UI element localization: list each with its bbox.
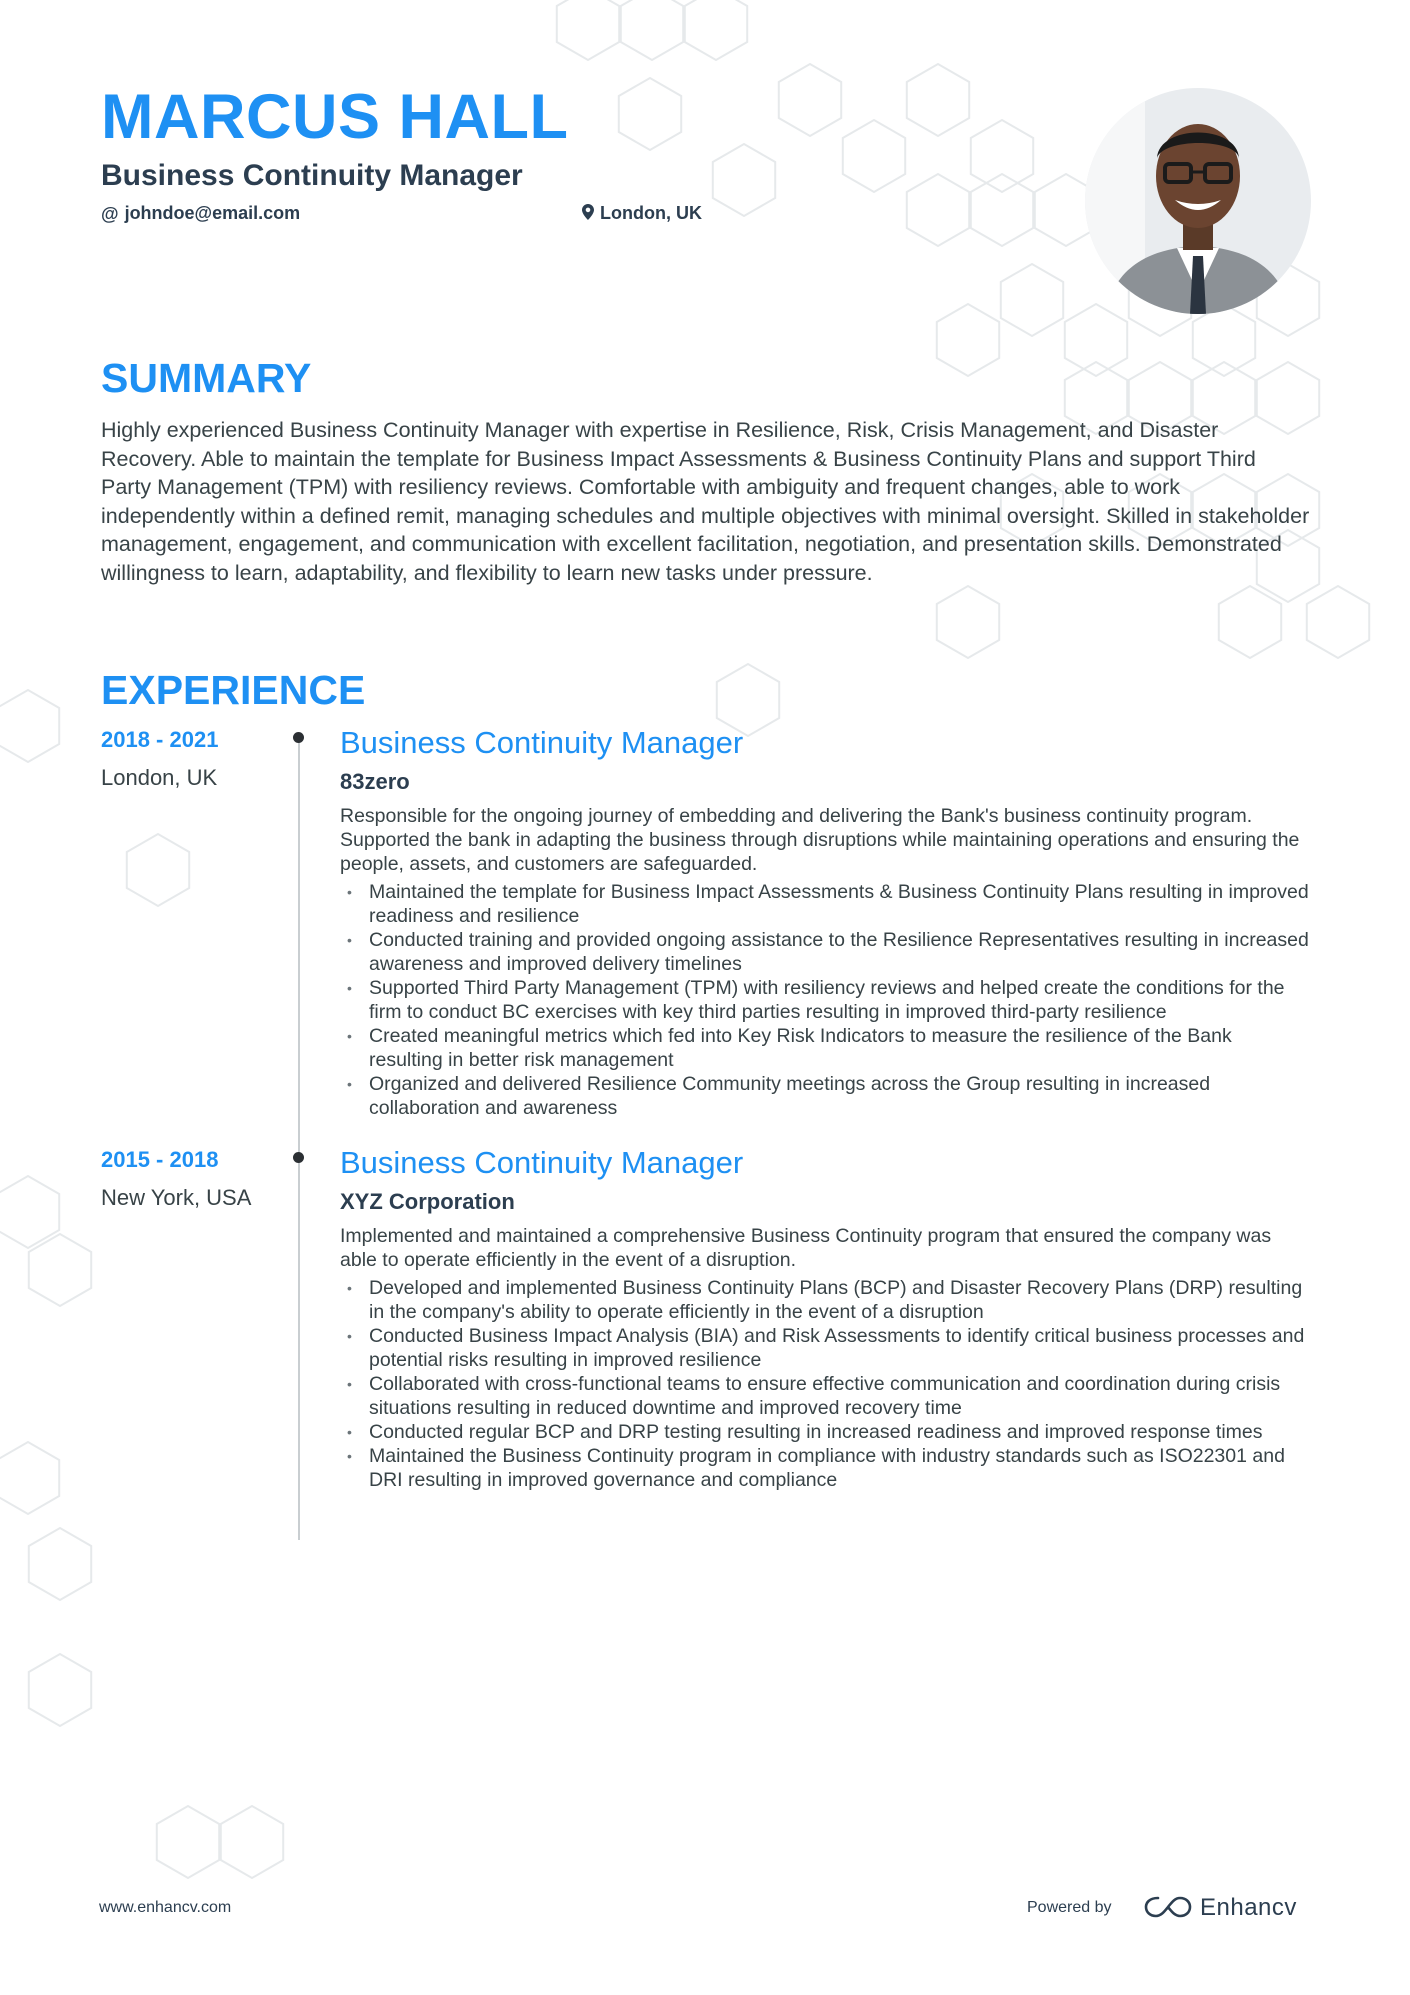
footer-website-link[interactable]: www.enhancv.com	[99, 1899, 232, 1916]
footer-powered-by: Powered by	[1027, 1899, 1112, 1916]
contact-email[interactable]	[101, 200, 300, 227]
experience-heading: EXPERIENCE	[101, 667, 366, 713]
at-icon: @	[101, 204, 119, 225]
footer-brand: Enhancv	[1200, 1894, 1297, 1921]
experience-dates: 2018 - 2021	[101, 727, 219, 752]
bullet-item: • Conducted regular BCP and DRP testing resulting in increased readiness and improved response times	[340, 1420, 1310, 1444]
bullet-item: • Maintained the Business Continuity program in compliance with industry standards such as ISO22301 and DRI resulting in improved governance and compliance	[340, 1444, 1310, 1492]
experience-company: 83zero	[340, 769, 410, 794]
experience-description: Implemented and maintained a comprehensive Business Continuity program that ensured the company was able to operate efficiently in the event of a disruption.	[340, 1225, 1272, 1271]
experience-description: Responsible for the ongoing journey of embedding and delivering the Bank's business continuity program. Supported the bank in adapting the business through disruptions while maintaining operations and ensuring the people, assets, and customers are safeguarded.	[340, 805, 1300, 875]
bullet-item: • Conducted training and provided ongoing assistance to the Resilience Representatives resulting in increased awareness and improved delivery timelines	[340, 928, 1310, 976]
bullet-item: • Conducted Business Impact Analysis (BIA) and Risk Assessments to identify critical business processes and potential risks resulting in improved resilience	[340, 1324, 1310, 1372]
experience-location: London, UK	[101, 765, 218, 790]
experience-dates: 2015 - 2018	[101, 1147, 219, 1172]
experience-location: New York, USA	[101, 1185, 252, 1210]
experience-bullet-list	[340, 1276, 1310, 1492]
summary-text: Highly experienced Business Continuity Manager with expertise in Resilience, Risk, Crisis Management, and Disaster Recovery. Able to maintain the template for Business Impact Assessments & Business Continuity Plans and support Third Party Management (TPM) with resiliency reviews. Comfortable with ambiguity and frequent changes, able to work independently within a defined remit, managing schedules and multiple objectives with minimal oversight. Skilled in stakeholder management, engagement, and communication with excellent facilitation, negotiation, and presentation skills. Demonstrated willingness to learn, adaptability, and flexibility to learn new tasks under pressure.	[101, 418, 1310, 585]
location-text: London, UK	[600, 203, 702, 223]
bullet-item: • Maintained the template for Business Impact Assessments & Business Continuity Plans resulting in improved readiness and resilience	[340, 880, 1310, 928]
timeline-dot	[293, 732, 304, 743]
map-pin-icon	[582, 201, 594, 227]
timeline-dot	[293, 1152, 304, 1163]
summary-heading: SUMMARY	[101, 355, 312, 401]
profile-photo	[1085, 88, 1311, 314]
bullet-item: • Supported Third Party Management (TPM) with resiliency reviews and helped create the conditions for the firm to conduct BC exercises with key third parties resulting in improved third-party resilience	[340, 976, 1310, 1024]
candidate-title: Business Continuity Manager	[101, 159, 523, 192]
email-text: johndoe@email.com	[124, 203, 301, 223]
bullet-item: • Developed and implemented Business Continuity Plans (BCP) and Disaster Recovery Plans (DRP) resulting in the company's ability to operate efficiently in the event of a disruption	[340, 1276, 1310, 1324]
bullet-item: • Organized and delivered Resilience Community meetings across the Group resulting in increased collaboration and awareness	[340, 1072, 1310, 1120]
enhancv-logo-icon	[1144, 1893, 1192, 1926]
contact-location	[582, 200, 702, 227]
bullet-item: • Collaborated with cross-functional teams to ensure effective communication and coordination during crisis situations resulting in reduced downtime and improved recovery time	[340, 1372, 1310, 1420]
experience-company: XYZ Corporation	[340, 1189, 515, 1214]
bullet-item: • Created meaningful metrics which fed into Key Risk Indicators to measure the resilience of the Bank resulting in better risk management	[340, 1024, 1310, 1072]
experience-role: Business Continuity Manager	[340, 725, 744, 760]
candidate-name: MARCUS HALL	[101, 82, 569, 152]
experience-role: Business Continuity Manager	[340, 1145, 744, 1180]
timeline-line	[298, 738, 300, 1540]
experience-bullet-list	[340, 880, 1310, 1120]
